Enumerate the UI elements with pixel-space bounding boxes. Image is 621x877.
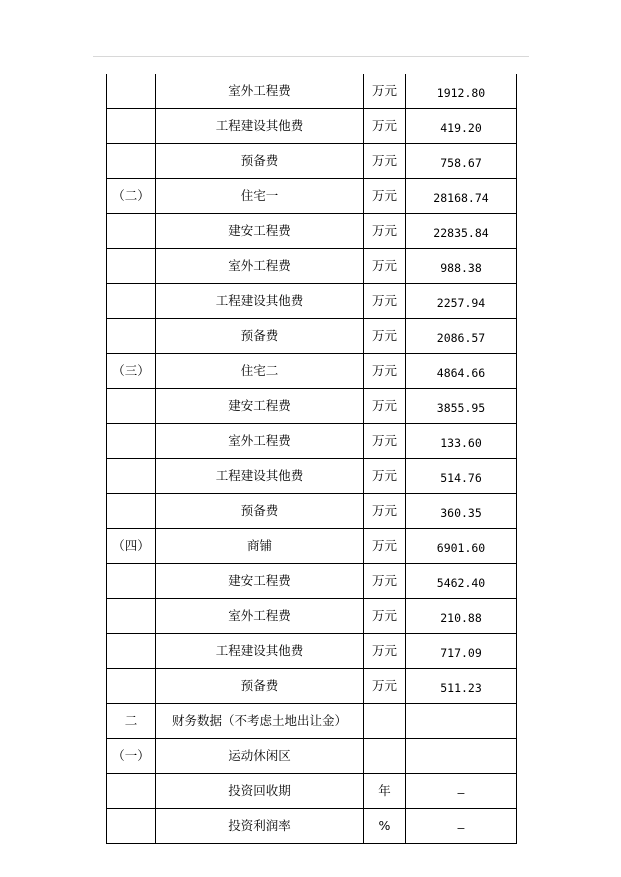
item-name-cell: 建安工程费 [156,214,364,249]
value-cell: — [406,774,517,809]
value-cell [406,739,517,774]
value-cell: 6901.60 [406,529,517,564]
value-cell: 511.23 [406,669,517,704]
item-name-cell: 住宅一 [156,179,364,214]
item-name-cell: 建安工程费 [156,389,364,424]
unit-cell [364,704,406,739]
table-body [107,74,517,844]
unit-cell: 万元 [364,284,406,319]
table-row [107,669,517,704]
unit-cell: 万元 [364,319,406,354]
item-name-cell: 预备费 [156,494,364,529]
unit-cell: 万元 [364,424,406,459]
item-name-cell: 预备费 [156,144,364,179]
value-cell: 988.38 [406,249,517,284]
value-cell: 5462.40 [406,564,517,599]
value-cell: 717.09 [406,634,517,669]
unit-cell: 万元 [364,354,406,389]
unit-cell: 万元 [364,214,406,249]
unit-cell: 万元 [364,634,406,669]
table-row [107,809,517,844]
row-number-cell [107,494,156,529]
row-number-cell: （一） [107,739,156,774]
table-row [107,599,517,634]
value-cell: 3855.95 [406,389,517,424]
row-number-cell [107,669,156,704]
item-name-cell: 投资利润率 [156,809,364,844]
item-name-cell: 商铺 [156,529,364,564]
item-name-cell: 工程建设其他费 [156,284,364,319]
value-cell: 210.88 [406,599,517,634]
value-cell: 4864.66 [406,354,517,389]
row-number-cell [107,109,156,144]
table-row [107,424,517,459]
value-cell: 419.20 [406,109,517,144]
row-number-cell [107,249,156,284]
row-number-cell [107,214,156,249]
table-row [107,74,517,109]
row-number-cell [107,424,156,459]
table-row [107,179,517,214]
value-cell: 22835.84 [406,214,517,249]
row-number-cell [107,74,156,109]
unit-cell: % [364,809,406,844]
row-number-cell [107,389,156,424]
row-number-cell [107,599,156,634]
value-cell: 1912.80 [406,74,517,109]
row-number-cell [107,319,156,354]
unit-cell [364,739,406,774]
item-name-cell: 工程建设其他费 [156,459,364,494]
item-name-cell: 室外工程费 [156,599,364,634]
unit-cell: 万元 [364,109,406,144]
item-name-cell: 室外工程费 [156,424,364,459]
value-cell: 28168.74 [406,179,517,214]
table-row [107,389,517,424]
row-number-cell [107,144,156,179]
item-name-cell: 投资回收期 [156,774,364,809]
row-number-cell [107,774,156,809]
table-row [107,249,517,284]
value-cell: 360.35 [406,494,517,529]
unit-cell: 万元 [364,669,406,704]
value-cell: 758.67 [406,144,517,179]
value-cell [406,704,517,739]
table-row [107,564,517,599]
value-cell: 2086.57 [406,319,517,354]
item-name-cell: 室外工程费 [156,74,364,109]
row-number-cell [107,284,156,319]
table-row [107,494,517,529]
item-name-cell: 预备费 [156,319,364,354]
row-number-cell: （四） [107,529,156,564]
table-row [107,634,517,669]
row-number-cell: （二） [107,179,156,214]
value-cell: 133.60 [406,424,517,459]
item-name-cell: 室外工程费 [156,249,364,284]
unit-cell: 万元 [364,74,406,109]
table-row [107,529,517,564]
table-row [107,109,517,144]
item-name-cell: 运动休闲区 [156,739,364,774]
unit-cell: 万元 [364,179,406,214]
table-row [107,319,517,354]
page-header-rule [93,56,529,57]
table-row [107,774,517,809]
row-number-cell: 二 [107,704,156,739]
row-number-cell [107,459,156,494]
row-number-cell [107,564,156,599]
value-cell: 2257.94 [406,284,517,319]
table-row [107,459,517,494]
item-name-cell: 住宅二 [156,354,364,389]
unit-cell: 万元 [364,529,406,564]
item-name-cell: 工程建设其他费 [156,634,364,669]
unit-cell: 万元 [364,144,406,179]
row-number-cell [107,634,156,669]
row-number-cell: （三） [107,354,156,389]
value-cell: — [406,809,517,844]
item-name-cell: 预备费 [156,669,364,704]
table-row [107,739,517,774]
table-row [107,704,517,739]
table-row [107,214,517,249]
unit-cell: 万元 [364,459,406,494]
unit-cell: 万元 [364,599,406,634]
unit-cell: 万元 [364,564,406,599]
unit-cell: 万元 [364,389,406,424]
investment-table [106,74,517,844]
value-cell: 514.76 [406,459,517,494]
table-row [107,284,517,319]
row-number-cell [107,809,156,844]
table-row [107,144,517,179]
unit-cell: 年 [364,774,406,809]
unit-cell: 万元 [364,494,406,529]
item-name-cell: 工程建设其他费 [156,109,364,144]
unit-cell: 万元 [364,249,406,284]
item-name-cell: 财务数据（不考虑土地出让金） [156,704,364,739]
table-row [107,354,517,389]
item-name-cell: 建安工程费 [156,564,364,599]
